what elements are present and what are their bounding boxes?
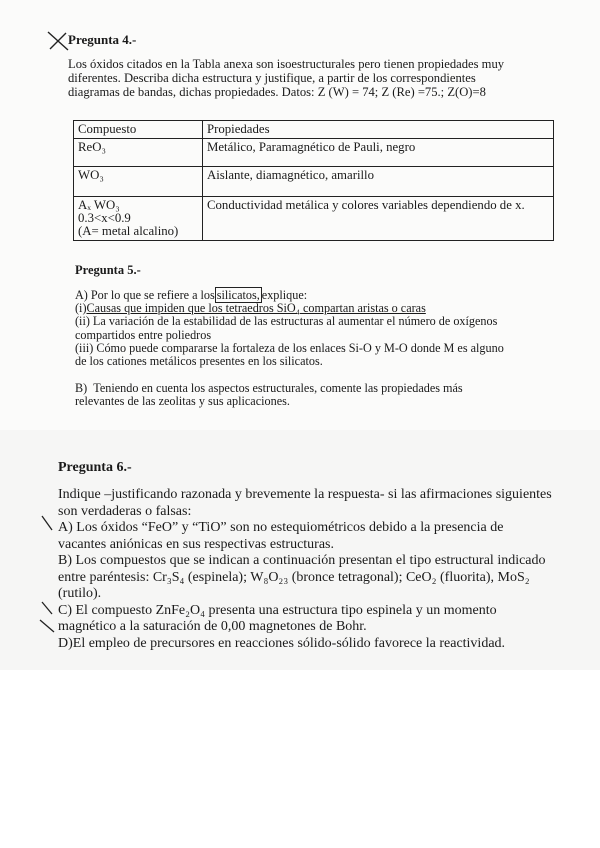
q6-title: Pregunta 6.- bbox=[58, 460, 132, 475]
q6-statement-b-line3: (rutilo). bbox=[58, 586, 102, 601]
q4-line-1: Los óxidos citados en la Tabla anexa son isoestructurales pero tienen propiedades muy bbox=[68, 57, 505, 71]
q5-b-label: B) bbox=[75, 381, 88, 396]
q6-statement-a bbox=[58, 520, 558, 537]
q6-intro-line1: Indique –justificando razonada y brevemente la respuesta- si las afirmaciones siguientes bbox=[58, 487, 552, 502]
q6-statement-b-line2: entre paréntesis: Cr₃S₄ (espinela); W₈O₂₃ (bronce tetragonal); CeO₂ (fluorita), MoS₂ bbox=[58, 569, 530, 585]
q5-item-ii-line1: (ii) La variación de la estabilidad de las estructuras al aumentar el número de oxígenos bbox=[75, 314, 498, 329]
table-header-row bbox=[74, 121, 554, 139]
q5-b-text: Teniendo en cuenta los aspectos estructurales, comente las propiedades más bbox=[93, 381, 463, 396]
table-row bbox=[74, 139, 554, 167]
q6-statement-a-line2: vacantes aniónicas en sus respectivas estructuras. bbox=[58, 536, 335, 552]
q4-line-2: diferentes. Describa dicha estructura y justifique, a partir de los correspondientes bbox=[68, 71, 476, 86]
table-cell-properties: Aislante, diamagnético, amarillo bbox=[203, 167, 554, 197]
table-header-propiedades: Propiedades bbox=[203, 121, 554, 139]
compound-range: 0.3<x<0.9 bbox=[78, 211, 131, 225]
q5-item-iii-line2: de los cationes metálicos presentes en los silicatos. bbox=[75, 354, 323, 369]
compound-note: (A= metal alcalino) bbox=[78, 224, 179, 238]
q5-a-prefix: A) Por lo que se refiere a los bbox=[75, 288, 215, 302]
q6-statement-c bbox=[58, 603, 558, 620]
q5-iii-text: Cómo puede compararse la fortaleza de los enlaces Si-O y M-O donde M es alguno bbox=[96, 340, 504, 355]
q6-a-label: A) bbox=[58, 520, 73, 535]
q5-item-ii-line2: compartidos entre poliedros bbox=[75, 327, 212, 342]
q4-line-3: diagramas de bandas, dichas propiedades. Datos: Z (W) = 74; Z (Re) =75.; Z(O)=8 bbox=[68, 85, 486, 100]
q5-part-b-line2: relevantes de las zeolitas y sus aplicaciones. bbox=[75, 394, 290, 409]
table-cell-compound: ReO₃ bbox=[74, 139, 203, 167]
table-row bbox=[74, 167, 554, 197]
q5-i-text: Causas que impiden que los tetraedros SiO₄ compartan aristas o caras bbox=[86, 301, 426, 316]
q6-c-label: C) bbox=[58, 602, 72, 618]
table-cell-properties: Metálico, Paramagnético de Pauli, negro bbox=[203, 139, 554, 167]
q6-c-text: El compuesto ZnFe₂O₄ presenta una estructura tipo espinela y un momento bbox=[75, 602, 497, 618]
q5-iii-label: (iii) bbox=[75, 340, 94, 355]
handwritten-cross-mark bbox=[46, 30, 70, 52]
q6-statement-d bbox=[58, 636, 558, 653]
q6-statement-b-line1: B) Los compuestos que se indican a continuación presentan el tipo estructural indicado bbox=[58, 553, 546, 568]
q4-statement bbox=[68, 57, 558, 100]
q6-a-text: Los óxidos “FeO” y “TiO” son no estequiométricos debido a la presencia de bbox=[76, 520, 504, 535]
table-row bbox=[74, 197, 554, 241]
compound-formula: Aₓ WO₃ bbox=[78, 198, 120, 212]
q4-title: Pregunta 4.- bbox=[68, 32, 137, 47]
handwritten-check-marks bbox=[38, 510, 68, 660]
q5-a-suffix: explique: bbox=[261, 288, 308, 302]
table-cell-compound: WO₃ bbox=[74, 167, 203, 197]
q6-statement-c-line2: magnético a la saturación de 0,00 magnetones de Bohr. bbox=[58, 619, 367, 634]
table-cell-properties: Conductividad metálica y colores variables dependiendo de x. bbox=[203, 197, 554, 241]
table-cell-compound bbox=[74, 197, 203, 241]
q5-a-boxed-word: silicatos, bbox=[216, 288, 260, 302]
q6-body bbox=[58, 487, 558, 652]
q5-body bbox=[75, 289, 555, 409]
q6-intro-line2: son verdaderas o falsas: bbox=[58, 503, 192, 519]
q5-i-label: (i) bbox=[75, 301, 87, 316]
q4-oxides-table bbox=[73, 120, 554, 241]
q6-d-label: D) bbox=[58, 635, 73, 651]
q5-title: Pregunta 5.- bbox=[75, 263, 141, 277]
q6-d-text: El empleo de precursores en reacciones sólido-sólido favorece la reactividad. bbox=[72, 635, 506, 651]
table-header-compuesto: Compuesto bbox=[74, 121, 203, 139]
